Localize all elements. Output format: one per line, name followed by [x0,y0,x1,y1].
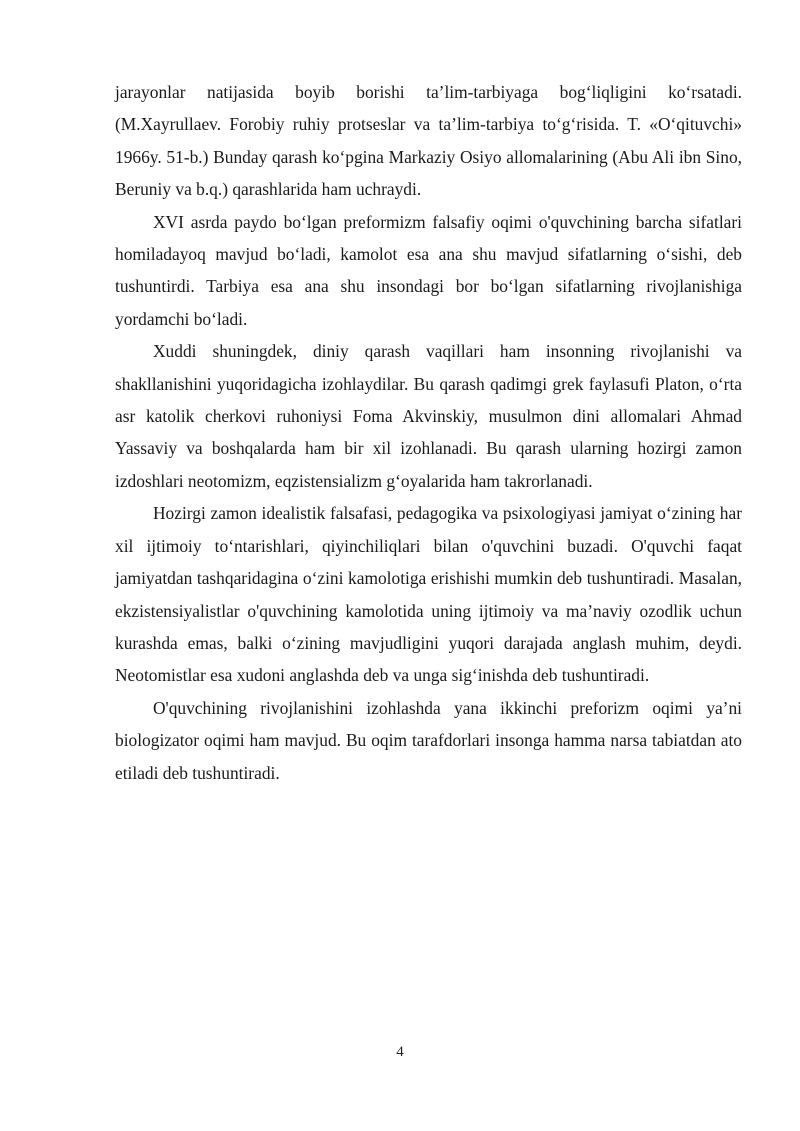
paragraph-3: Xuddi shuningdek, diniy qarash vaqillari ham insonning rivojlanishi va shakllanishini yuqoridagicha izohlaydilar. Bu qarash qadimgi grek faylasufi Platon, o‘rta asr katolik cherkovi ruhoniysi Foma Akvinskiy, musulmon dini allomalari Ahmad Yassaviy va boshqalarda ham bir xil izohlanadi. Bu qarash ularning hozirgi zamon izdoshlari neotomizm, eqzistensializm g‘oyalarida ham takrorlanadi. [115,341,742,491]
paragraph-4: Hozirgi zamon idealistik falsafasi, pedagogika va psixologiyasi jamiyat o‘zining har xil ijtimoiy to‘ntarishlari, qiyinchiliqlari bilan o'quvchini buzadi. O'quvchi faqat jamiyatdan tashqaridagina o‘zini kamolotiga erishishi mumkin deb tushuntiradi. Masalan, ekzistensiyalistlar o'quvchining kamolotida uning ijtimoiy va ma’naviy ozodlik uchun kurashda emas, balki o‘zining mavjudligini yuqori darajada anglash muhim, deydi. Neotomistlar esa xudoni anglashda deb va unga sig‘inishda deb tushuntiradi. [115,503,742,686]
paragraph-2: XVI asrda paydo bo‘lgan preformizm falsafiy oqimi o'quvchining barcha sifatlari homiladayoq mavjud bo‘ladi, kamolot esa ana shu mavjud sifatlarning o‘sishi, deb tushuntirdi. Tarbiya esa ana shu insondagi bor bo‘lgan sifatlarning rivojlanishiga yordamchi bo‘ladi. [115,211,742,329]
page-body [115,76,742,789]
page-number: 4 [396,1044,404,1060]
paragraph-1: jarayonlar natijasida boyib borishi ta’lim-tarbiyaga bog‘liqligini ko‘rsatadi. (M.Xayrullaev. Forobiy ruhiy protseslar va ta’lim-tarbiya to‘g‘risida. T. «O‘qituvchi» 1966y. 51-b.) Bunday qarash ko‘pgina Markaziy Osiyo allomalarining (Abu Ali ibn Sino, Beruniy va b.q.) qarashlarida ham uchraydi. [115,82,742,200]
paragraph-5: O'quvchining rivojlanishini izohlashda yana ikkinchi preforizm oqimi ya’ni biologizator oqimi ham mavjud. Bu oqim tarafdorlari insonga hamma narsa tabiatdan ato etiladi deb tushuntiradi. [115,697,742,783]
